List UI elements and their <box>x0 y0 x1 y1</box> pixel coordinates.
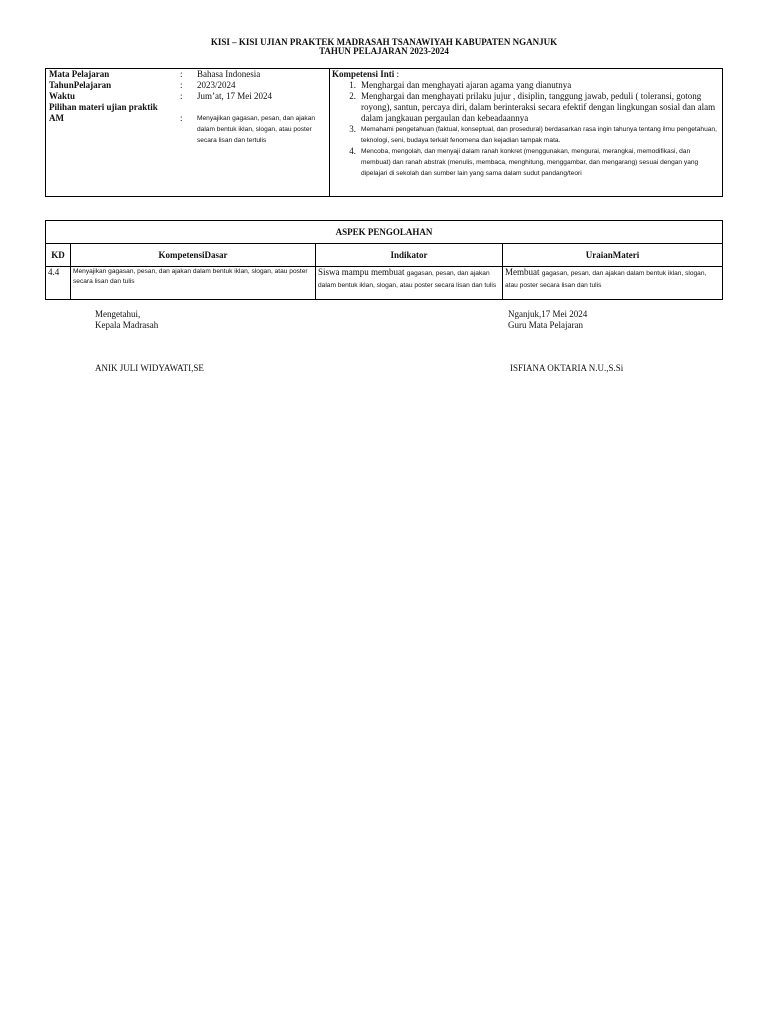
info-divider <box>329 69 330 196</box>
document-title: KISI – KISI UJIAN PRAKTEK MADRASAH TSANAWIYAH KABUPATEN NGANJUK <box>210 37 558 47</box>
aspek-title: ASPEK PENGOLAHAN <box>46 221 723 244</box>
info-label: Pilihan materi ujian praktik <box>49 102 158 112</box>
list-text: Menghargai dan menghayati ajaran agama yang dianutnya <box>361 80 572 90</box>
cell-uraian <box>503 267 723 300</box>
signature-left <box>95 309 158 331</box>
aspek-table <box>45 220 723 300</box>
info-row-am <box>49 113 327 146</box>
info-colon: : <box>180 91 183 101</box>
signature-left-line1: Mengetahui, <box>95 309 141 319</box>
signature-left-name: ANIK JULI WIDYAWATI,SE <box>95 363 204 373</box>
cell-kd: 4.4 <box>46 267 71 300</box>
uraian-lead: Membuat <box>505 267 542 277</box>
header-kd: KD <box>46 244 71 267</box>
cell-kompetensi: Menyajikan gagasan, pesan, dan ajakan dalam bentuk iklan, slogan, atau poster secara lisan dan tulis <box>71 267 316 300</box>
list-number: 2. <box>349 91 356 101</box>
indikator-lead: Siswa mampu membuat <box>318 267 407 277</box>
info-colon: : <box>180 113 183 123</box>
info-colon: : <box>180 69 183 79</box>
info-row-year <box>49 80 327 91</box>
uraian-rest: gagasan, pesan, dan ajakan dalam bentuk iklan, slogan, atau poster secara lisan dan tulis <box>505 270 707 289</box>
signature-right <box>508 309 587 331</box>
kompetensi-inti-list <box>332 80 718 179</box>
header-uraian: UraianMateri <box>503 244 723 267</box>
table-row <box>46 267 723 300</box>
signature-right-line2: Guru Mata Pelajaran <box>508 320 583 330</box>
kompetensi-inti-title: Kompetensi Inti <box>332 69 395 79</box>
list-number: 3. <box>349 124 356 134</box>
list-item <box>332 124 718 146</box>
kompetensi-inti <box>332 69 718 179</box>
info-label: AM <box>49 113 64 123</box>
info-label: Waktu <box>49 91 76 101</box>
header-kompetensi: KompetensiDasar <box>71 244 316 267</box>
signature-right-line1: Nganjuk,17 Mei 2024 <box>508 309 588 319</box>
signature-left-line2: Kepala Madrasah <box>95 320 159 330</box>
info-box <box>45 68 723 197</box>
indikator-rest: gagasan, pesan, dan ajakan dalam bentuk iklan, slogan, atau poster secara lisan dan tulis <box>318 270 497 289</box>
signature-right-name: ISFIANA OKTARIA N.U.,S.Si <box>510 363 624 373</box>
aspek-title-row <box>46 221 723 244</box>
info-left <box>49 69 327 146</box>
document-subtitle: TAHUN PELAJARAN 2023-2024 <box>319 46 449 56</box>
info-row-choice <box>49 102 327 113</box>
list-number: 4. <box>349 146 356 156</box>
info-label: TahunPelajaran <box>49 80 112 90</box>
list-item <box>332 80 718 91</box>
list-item <box>332 91 718 124</box>
info-row-time <box>49 91 327 102</box>
list-number: 1. <box>349 80 356 90</box>
list-text: Mencoba, mengolah, dan menyaji dalam ranah konkret (menggunakan, mengurai, merangkai, memodifikasi, dan membuat) dan ranah abstrak (menulis, membaca, menghitung, menggambar, dan mengarang) sesuai dengan yang dipelajari di sekolah dan sumber lain yang sama dalam sudut pandang/teori <box>361 148 699 177</box>
info-row-subject <box>49 69 327 80</box>
list-item <box>332 146 718 179</box>
info-value: Menyajikan gagasan, pesan, dan ajakan dalam bentuk iklan, slogan, atau poster secara lisan dan tertulis <box>197 115 316 144</box>
cell-indikator <box>316 267 503 300</box>
info-value: Jum’at, 17 Mei 2024 <box>197 91 272 101</box>
info-value: Bahasa Indonesia <box>197 69 261 79</box>
info-colon: : <box>180 80 183 90</box>
info-label: Mata Pelajaran <box>49 69 110 79</box>
aspek-header-row <box>46 244 723 267</box>
info-value: 2023/2024 <box>197 80 236 90</box>
kompetensi-inti-heading <box>332 69 718 80</box>
kompetensi-inti-colon: : <box>394 69 400 79</box>
header-indikator: Indikator <box>316 244 503 267</box>
list-text: Menghargai dan menghayati prilaku jujur , disiplin, tanggung jawab, peduli ( toleransi, gotong royong), santun, percaya diri, dalam berinteraksi secara efektif dengan lingkungan sosial dan alam dalam jangkauan pergaulan dan kebeadaannya <box>361 91 716 123</box>
list-text: Memahami pengetahuan (faktual, konseptual, dan prosedural) berdasarkan rasa ingin tahunya tentang ilmu pengetahuan, teknologi, seni, budaya terkait fenomena dan kejadian tampak mata. <box>361 126 717 144</box>
